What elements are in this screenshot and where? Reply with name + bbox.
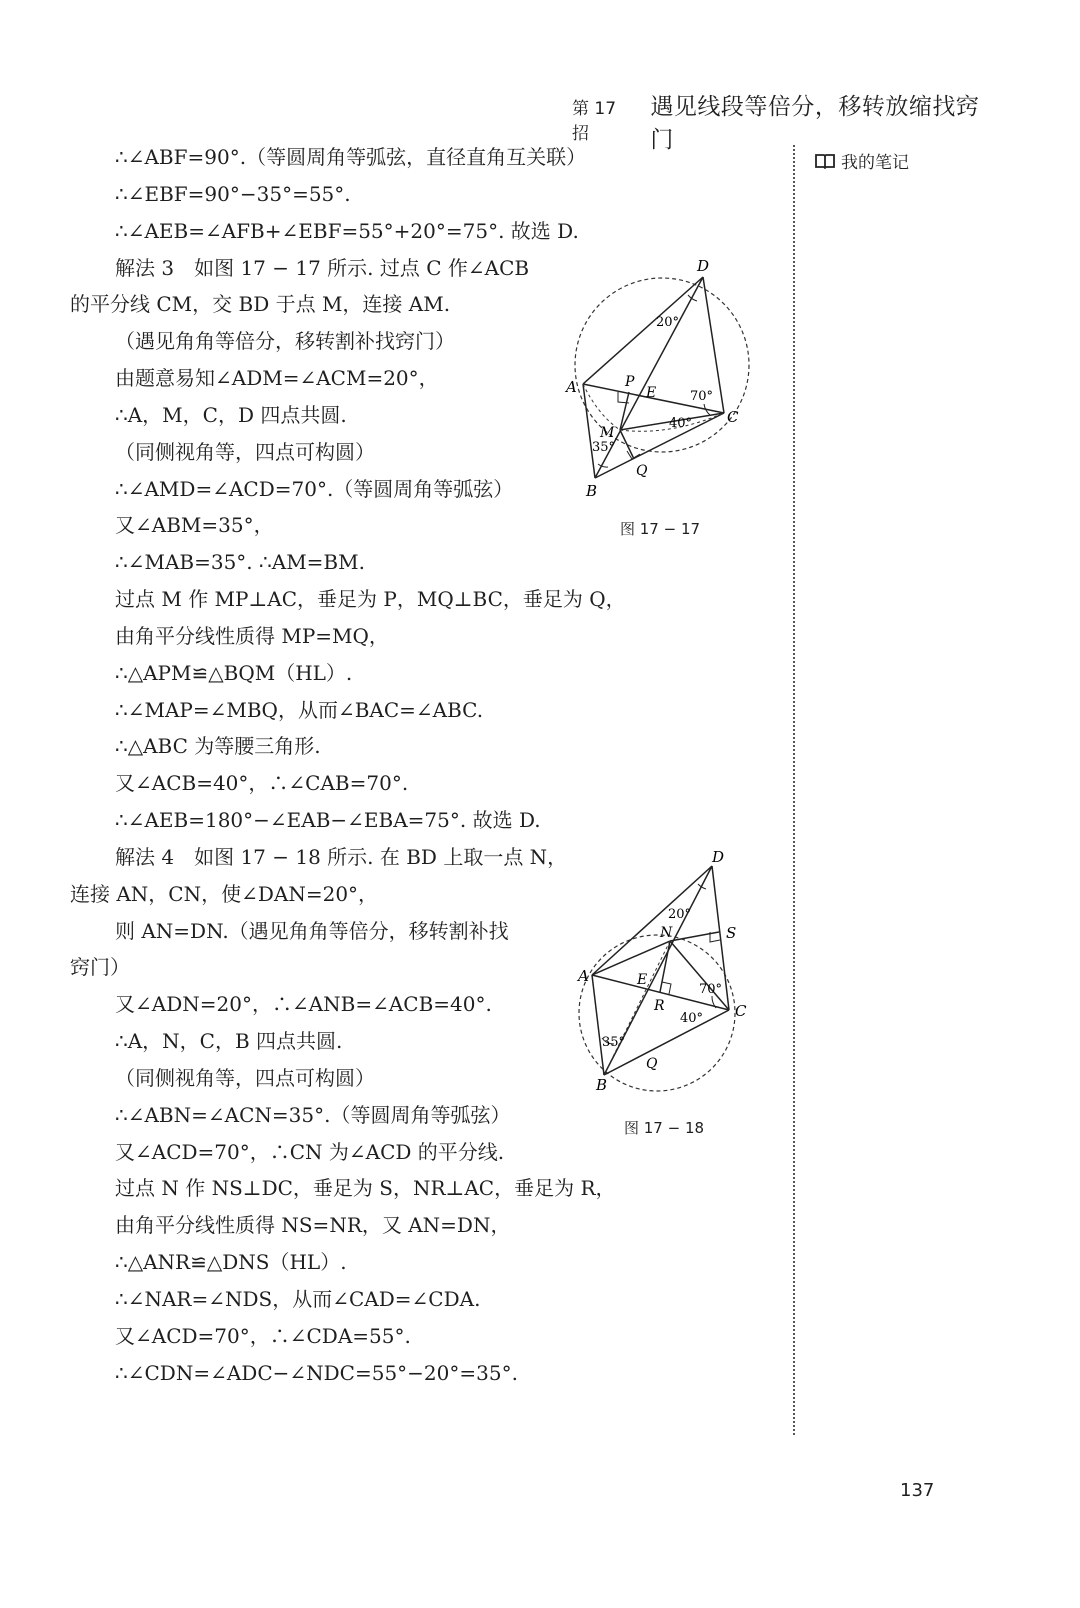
figure-17-17	[560, 255, 760, 505]
chapter-title: 遇见线段等倍分，移转放缩找窍门	[650, 94, 980, 153]
text-line: 的平分线 CM，交 BD 于点 M，连接 AM.	[70, 292, 451, 316]
notes-heading	[815, 148, 909, 173]
text-line: （遇见角角等倍分，移转割补找窍门）	[115, 329, 455, 353]
label-D: D	[697, 257, 710, 275]
figure-17-17-caption: 图 17 − 17	[620, 520, 701, 538]
angle-40: 40°	[669, 416, 693, 431]
text-line: ∴∠NAR=∠NDS，从而∠CAD=∠CDA.	[115, 1287, 481, 1311]
text-line: ∴△ANR≌△DNS（HL）.	[115, 1250, 347, 1274]
text-line: 由角平分线性质得 MP=MQ，	[115, 624, 389, 648]
text-line: 过点 M 作 MP⊥AC，垂足为 P，MQ⊥BC，垂足为 Q，	[115, 587, 626, 611]
label-N: N	[660, 925, 673, 941]
angle-35: 35°	[602, 1035, 626, 1050]
text-line: 又∠ADN=20°，∴∠ANB=∠ACB=40°.	[115, 992, 492, 1016]
text-line: 又∠ACD=70°，∴CN 为∠ACD 的平分线.	[115, 1140, 505, 1164]
book-icon	[815, 153, 835, 169]
label-A: A	[566, 378, 577, 396]
text-line: ∴∠AMD=∠ACD=70°.（等圆周角等弧弦）	[115, 477, 514, 501]
solution-3-heading: 解法 3 如图 17 − 17 所示. 过点 C 作∠ACB	[115, 256, 530, 280]
label-P: P	[625, 374, 635, 390]
text-line: （同侧视角等，四点可构圆）	[115, 440, 375, 464]
label-E: E	[637, 972, 648, 988]
text-line: 由题意易知∠ADM=∠ACM=20°，	[115, 366, 439, 390]
text-line: ∴∠MAP=∠MBQ，从而∠BAC=∠ABC.	[115, 698, 484, 722]
notes-label: 我的笔记	[841, 153, 909, 173]
label-E: E	[646, 385, 657, 401]
label-Q: Q	[646, 1056, 658, 1072]
notes-divider	[793, 145, 795, 1435]
text-line: 则 AN=DN.（遇见角角等倍分，移转割补找	[115, 919, 509, 943]
text-line: ∴A，N，C，B 四点共圆.	[115, 1029, 343, 1053]
figure-17-18-caption: 图 17 − 18	[624, 1119, 705, 1137]
text-line: ∴∠CDN=∠ADC−∠NDC=55°−20°=35°.	[115, 1361, 518, 1385]
text-line: 由角平分线性质得 NS=NR，又 AN=DN，	[115, 1213, 511, 1237]
figure-17-18	[570, 850, 760, 1100]
solution-4-heading: 解法 4 如图 17 − 18 所示. 在 BD 上取一点 N，	[115, 845, 568, 869]
text-line: ∴△ABC 为等腰三角形.	[115, 734, 321, 758]
running-header	[572, 88, 992, 153]
text-line: 又∠ACD=70°，∴∠CDA=55°.	[115, 1324, 411, 1348]
label-D: D	[712, 850, 725, 866]
text-line: ∴∠AEB=∠AFB+∠EBF=55°+20°=75°. 故选 D.	[115, 219, 579, 243]
text-line: ∴∠EBF=90°−35°=55°.	[115, 182, 351, 206]
angle-70: 70°	[690, 389, 714, 404]
label-B: B	[596, 1076, 608, 1094]
label-A: A	[578, 967, 589, 985]
label-R: R	[654, 998, 665, 1014]
angle-20: 20°	[656, 315, 680, 330]
label-S: S	[726, 924, 737, 942]
label-C: C	[727, 408, 739, 426]
angle-40: 40°	[680, 1011, 704, 1026]
angle-70: 70°	[699, 982, 723, 997]
text-line: 又∠ACB=40°，∴∠CAB=70°.	[115, 771, 409, 795]
text-line: ∴∠AEB=180°−∠EAB−∠EBA=75°. 故选 D.	[115, 808, 541, 832]
text-line: ∴∠MAB=35°. ∴AM=BM.	[115, 550, 365, 574]
label-B: B	[586, 482, 598, 500]
label-C: C	[735, 1002, 747, 1020]
text-line: 又∠ABM=35°，	[115, 513, 274, 537]
label-M: M	[600, 425, 615, 441]
label-Q: Q	[636, 463, 648, 479]
text-line: 窍门）	[70, 955, 130, 979]
text-line: ∴△APM≌△BQM（HL）.	[115, 661, 353, 685]
text-line: 连接 AN，CN，使∠DAN=20°，	[70, 882, 379, 906]
angle-35: 35°	[592, 440, 616, 455]
angle-20: 20°	[668, 907, 692, 922]
text-line: （同侧视角等，四点可构圆）	[115, 1066, 375, 1090]
text-line: ∴∠ABN=∠ACN=35°.（等圆周角等弧弦）	[115, 1103, 511, 1127]
chapter-number: 第 17 招	[572, 99, 617, 144]
text-line: 过点 N 作 NS⊥DC，垂足为 S，NR⊥AC，垂足为 R，	[115, 1176, 616, 1200]
text-line: ∴∠ABF=90°.（等圆周角等弧弦，直径直角互关联）	[115, 145, 587, 169]
page-number: 137	[900, 1480, 935, 1501]
text-line: ∴A，M，C，D 四点共圆.	[115, 403, 347, 427]
